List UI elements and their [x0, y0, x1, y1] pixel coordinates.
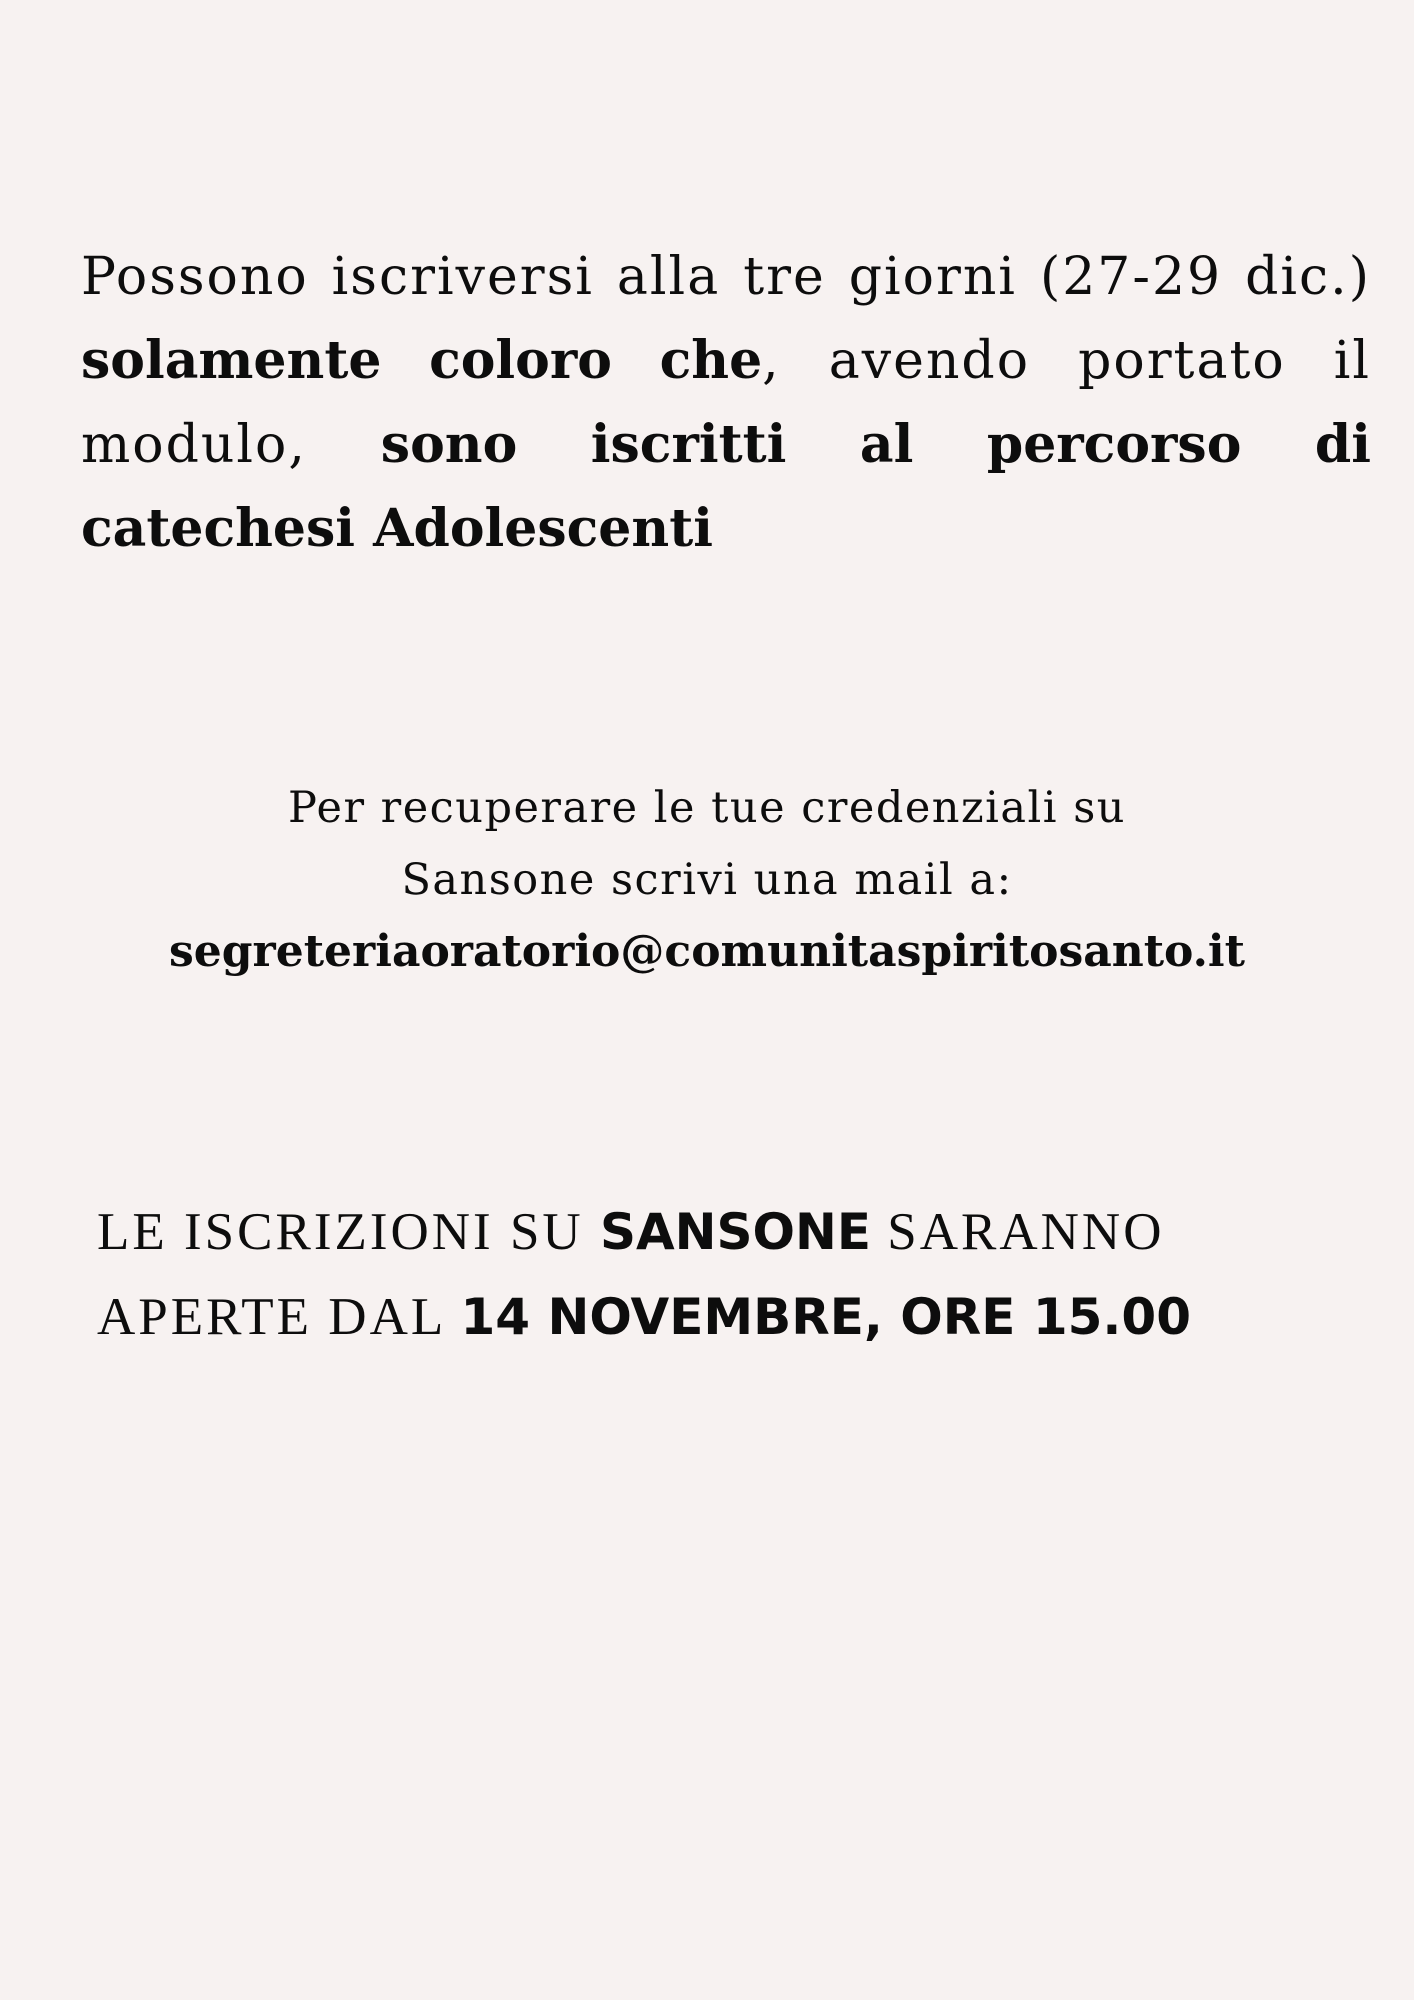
eligibility-emphasis-1: solamente coloro che [81, 330, 763, 391]
eligibility-emphasis-2: sono iscritti al percorso di catechesi Adolescenti [81, 414, 1371, 559]
credentials-line-2: Sansone scrivi una mail a: [401, 855, 1013, 905]
registration-platform-name: SANSONE [599, 1203, 872, 1261]
eligibility-intro: Possono iscriversi alla tre giorni (27-29 dic.) [81, 247, 1371, 307]
eligibility-paragraph [81, 235, 1371, 571]
eligibility-middle: , avendo portato il modulo, [81, 331, 1372, 475]
registration-line-1 [97, 1190, 1357, 1275]
registration-line-2-prefix: APERTE DAL [97, 1288, 461, 1346]
registration-line-1-suffix: SARANNO [871, 1203, 1165, 1261]
registration-line-2 [97, 1275, 1357, 1360]
registration-notice [97, 1190, 1357, 1360]
credentials-email: segreteriaoratorio@comunitaspiritosanto.it [169, 926, 1245, 977]
registration-opening-date: 14 NOVEMBRE, ORE 15.00 [460, 1288, 1191, 1346]
registration-line-1-prefix: LE ISCRIZIONI SU [97, 1203, 600, 1261]
credentials-block [0, 772, 1414, 988]
credentials-line-1: Per recuperare le tue credenziali su [288, 783, 1126, 833]
